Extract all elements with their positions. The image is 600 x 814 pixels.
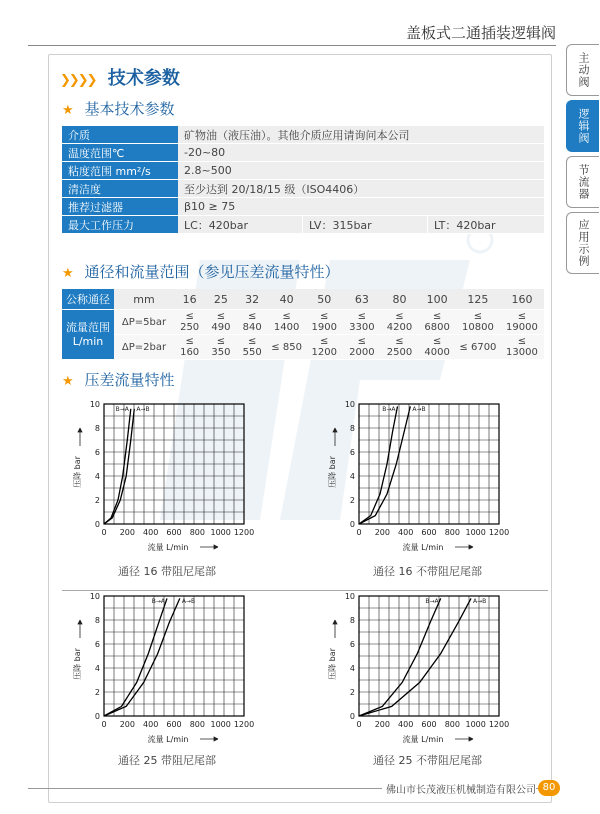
y-tick-label: 8 — [349, 424, 355, 433]
basic-params-heading — [62, 98, 174, 119]
x-tick-label: 1200 — [488, 528, 510, 537]
series-line — [359, 598, 441, 716]
table-row — [62, 310, 544, 335]
y-tick-label: 8 — [94, 424, 100, 433]
series-label: A→B — [412, 406, 426, 413]
y-tick-label: 10 — [89, 592, 100, 601]
y-tick-label: 2 — [94, 496, 100, 505]
size-cell: 100 — [418, 289, 456, 310]
arrow-right-icon — [200, 545, 218, 549]
tab-main-valve[interactable]: 主动阀 — [566, 44, 599, 96]
y-tick-label: 4 — [94, 664, 100, 673]
table-row — [62, 126, 544, 144]
star-icon: ★ — [62, 103, 74, 118]
x-tick-label: 800 — [189, 720, 205, 729]
arrow-right-icon — [455, 545, 473, 549]
y-tick-label: 0 — [94, 712, 100, 721]
x-tick-label: 1000 — [210, 720, 231, 729]
flow-cell: ≤ 4200 — [381, 310, 419, 335]
y-tick-label: 2 — [349, 496, 355, 505]
y-axis-label: 压降 bar — [328, 648, 337, 680]
size-cell: 40 — [268, 289, 306, 310]
param-value: 至少达到 20/18/15 级（ISO4406） — [178, 180, 544, 198]
series-line — [104, 598, 167, 716]
flow-cell: ≤ 1900 — [305, 310, 343, 335]
footer-company: 佛山市长茂液压机械制造有限公司 — [382, 781, 536, 796]
y-tick-label: 0 — [349, 712, 355, 721]
x-tick-label: 1200 — [233, 528, 255, 537]
pressure-lv: LV：315bar — [303, 216, 428, 234]
unit-cell: mm — [114, 289, 174, 310]
pd-heading — [62, 369, 174, 390]
star-icon: ★ — [62, 374, 74, 389]
series-line — [359, 406, 398, 524]
table-row — [62, 216, 544, 234]
x-tick-label: 1200 — [233, 720, 255, 729]
x-axis-label: 流量 L/min — [402, 735, 444, 744]
x-tick-label: 800 — [189, 528, 205, 537]
flow-cell: ≤ 350 — [205, 335, 236, 360]
series-label: A→B — [473, 598, 487, 605]
pd-title: 压差流量特性 — [84, 371, 175, 389]
y-tick-label: 0 — [94, 520, 100, 529]
flow-cell: ≤ 160 — [174, 335, 205, 360]
tab-examples[interactable]: 应用示例 — [566, 212, 599, 274]
size-cell: 63 — [343, 289, 381, 310]
x-tick-label: 1000 — [210, 528, 231, 537]
x-tick-label: 600 — [166, 720, 182, 729]
x-axis-label: 流量 L/min — [147, 735, 189, 744]
param-key: 介质 — [62, 126, 178, 144]
y-tick-label: 8 — [94, 616, 100, 625]
chevron-right-icon: ❯❯❯❯ — [60, 73, 96, 88]
flow-cell: ≤ 10800 — [456, 310, 500, 335]
x-tick-label: 1000 — [465, 720, 486, 729]
flow-cell: ≤ 3300 — [343, 310, 381, 335]
x-axis-label: 流量 L/min — [147, 543, 189, 552]
chart-caption: 通径 16 不带阻尼尾部 — [373, 565, 482, 578]
x-tick-label: 200 — [119, 720, 135, 729]
y-axis-label: 压降 bar — [328, 456, 337, 488]
flow-cell: ≤ 19000 — [500, 310, 544, 335]
param-key: 粘度范围 mm²/s — [62, 162, 178, 180]
x-tick-label: 600 — [421, 720, 437, 729]
flow-cell: ≤ 13000 — [500, 335, 544, 360]
x-tick-label: 0 — [101, 720, 107, 729]
tab-throttle[interactable]: 节流器 — [566, 156, 599, 208]
table-row — [62, 198, 544, 216]
y-tick-label: 10 — [89, 400, 100, 409]
x-tick-label: 400 — [143, 720, 159, 729]
header-divider — [28, 45, 556, 46]
y-tick-label: 2 — [94, 688, 100, 697]
y-tick-label: 2 — [349, 688, 355, 697]
arrow-up-icon — [333, 620, 337, 638]
x-tick-label: 200 — [374, 528, 390, 537]
range-header: 流量范围 L/min — [62, 310, 114, 360]
table-row — [62, 335, 544, 360]
param-key: 最大工作压力 — [62, 216, 178, 234]
table-row — [62, 162, 544, 180]
size-cell: 50 — [305, 289, 343, 310]
page-number: 80 — [538, 780, 560, 796]
size-cell: 80 — [381, 289, 419, 310]
y-tick-label: 10 — [344, 592, 355, 601]
main-section-heading — [60, 64, 180, 90]
flow-cell: ≤ 6700 — [456, 335, 500, 360]
series-label: B→A — [151, 598, 165, 605]
series-line — [104, 409, 134, 524]
size-cell: 25 — [205, 289, 236, 310]
flow-range-heading — [62, 261, 339, 282]
basic-params-table — [62, 126, 544, 234]
y-tick-label: 6 — [349, 448, 355, 457]
series-label: A→B — [136, 406, 150, 413]
pressure-lt: LT：420bar — [428, 216, 545, 234]
y-axis-label: 压降 bar — [73, 456, 82, 488]
chart-caption: 通径 25 带阻尼尾部 — [118, 754, 216, 767]
param-key: 推荐过滤器 — [62, 198, 178, 216]
series-line — [104, 598, 180, 716]
y-tick-label: 4 — [349, 664, 355, 673]
flow-cell: ≤ 550 — [237, 335, 268, 360]
y-tick-label: 10 — [344, 400, 355, 409]
pressure-lc: LC：420bar — [178, 216, 303, 234]
series-label: A→B — [181, 598, 196, 605]
arrow-up-icon — [78, 428, 82, 446]
flow-cell: ≤ 4000 — [418, 335, 456, 360]
param-key: 清洁度 — [62, 180, 178, 198]
y-axis-label: 压降 bar — [73, 648, 82, 680]
y-tick-label: 6 — [94, 640, 100, 649]
series-line — [359, 406, 410, 524]
x-tick-label: 400 — [143, 528, 159, 537]
size-cell: 160 — [500, 289, 544, 310]
chart-caption: 通径 25 不带阻尼尾部 — [373, 754, 482, 767]
x-tick-label: 800 — [444, 528, 460, 537]
flow-cell: ≤ 2000 — [343, 335, 381, 360]
page-title: 盖板式二通插装逻辑阀 — [405, 24, 556, 42]
series-label: B→A — [425, 598, 439, 605]
tab-logic-valve[interactable]: 逻辑阀 — [566, 100, 599, 152]
size-cell: 32 — [237, 289, 268, 310]
cond-cell: ΔP=5bar — [114, 310, 174, 335]
flow-cell: ≤ 840 — [237, 310, 268, 335]
table-row — [62, 180, 544, 198]
table-row — [62, 144, 544, 162]
x-tick-label: 1200 — [488, 720, 510, 729]
x-tick-label: 0 — [101, 528, 107, 537]
size-header: 公称通径 — [62, 289, 114, 310]
y-tick-label: 8 — [349, 616, 355, 625]
arrow-up-icon — [78, 620, 82, 638]
table-row — [62, 289, 544, 310]
chart-caption: 通径 16 带阻尼尾部 — [118, 565, 216, 578]
y-tick-label: 6 — [349, 640, 355, 649]
flow-cell: ≤ 2500 — [381, 335, 419, 360]
x-tick-label: 200 — [374, 720, 390, 729]
x-axis-label: 流量 L/min — [402, 543, 444, 552]
series-label: B→A — [115, 406, 129, 413]
x-tick-label: 800 — [444, 720, 460, 729]
param-value: 矿物油（液压油）。其他介质应用请询问本公司 — [178, 126, 544, 144]
basic-params-title: 基本技术参数 — [84, 100, 175, 118]
y-tick-label: 4 — [349, 472, 355, 481]
flow-cell: ≤ 250 — [174, 310, 205, 335]
x-tick-label: 600 — [421, 528, 437, 537]
side-tabs — [566, 44, 600, 278]
param-key: 温度范围℃ — [62, 144, 178, 162]
cond-cell: ΔP=2bar — [114, 335, 174, 360]
param-value: -20~80 — [178, 144, 544, 162]
flow-cell: ≤ 490 — [205, 310, 236, 335]
x-tick-label: 200 — [119, 528, 135, 537]
y-tick-label: 4 — [94, 472, 100, 481]
size-cell: 125 — [456, 289, 500, 310]
x-tick-label: 600 — [166, 528, 182, 537]
flow-range-table — [62, 289, 544, 360]
arrow-right-icon — [200, 737, 218, 741]
arrow-right-icon — [455, 737, 473, 741]
star-icon: ★ — [62, 266, 74, 281]
x-tick-label: 0 — [356, 528, 362, 537]
main-section-title: 技术参数 — [107, 68, 180, 89]
flow-cell: ≤ 850 — [268, 335, 306, 360]
x-tick-label: 400 — [398, 528, 414, 537]
size-cell: 16 — [174, 289, 205, 310]
series-label: B→A — [382, 406, 396, 413]
flow-cell: ≤ 1200 — [305, 335, 343, 360]
flow-cell: ≤ 6800 — [418, 310, 456, 335]
param-value: β10 ≥ 75 — [178, 198, 544, 216]
y-tick-label: 6 — [94, 448, 100, 457]
y-tick-label: 0 — [349, 520, 355, 529]
x-tick-label: 0 — [356, 720, 362, 729]
flow-cell: ≤ 1400 — [268, 310, 306, 335]
arrow-up-icon — [333, 428, 337, 446]
x-tick-label: 400 — [398, 720, 414, 729]
param-value: 2.8~500 — [178, 162, 544, 180]
x-tick-label: 1000 — [465, 528, 486, 537]
flow-range-title: 通径和流量范围（参见压差流量特性） — [84, 263, 340, 281]
